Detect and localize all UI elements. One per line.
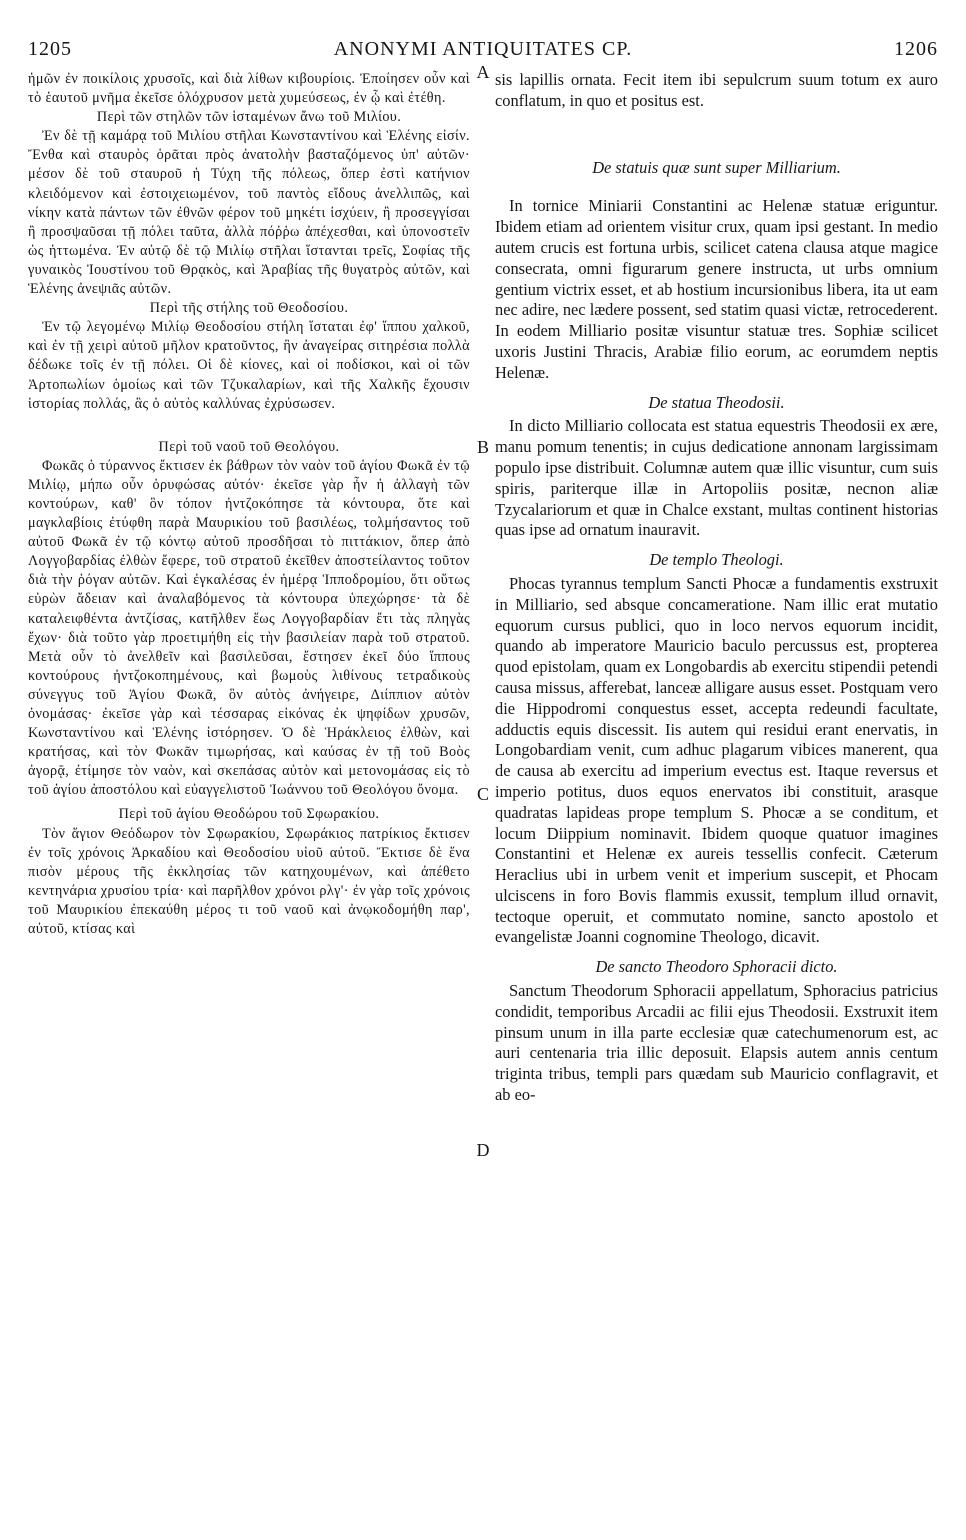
page-number-right: 1206 xyxy=(894,38,938,60)
latin-text-column xyxy=(495,70,938,1540)
margin-letter-a: A xyxy=(476,62,490,82)
section-heading: Περὶ τῶν στηλῶν τῶν ἱσταμένων ἄνω τοῦ Μιλίου. xyxy=(96,109,402,126)
page-number-left: 1205 xyxy=(28,38,72,60)
section-heading: De statuis quæ sunt super Milliarium. xyxy=(592,157,841,177)
section-heading: Περὶ τοῦ ἁγίου Θεοδώρου τοῦ Σφωρακίου. xyxy=(118,806,380,823)
section-heading: Περὶ τοῦ ναοῦ τοῦ Θεολόγου. xyxy=(158,438,340,455)
paragraph: ἡμῶν ἐν ποικίλοις χρυσοῖς, καὶ διὰ λίθων κιβουρίοις. Ἐποίησεν οὖν καὶ τὸ ἑαυτοῦ μνῆμα ἐκεῖσε ὁλόχρυσον μετὰ χυμεύσεως, ἐν ᾧ καὶ ἐτέθη. xyxy=(28,71,470,107)
margin-letter-b: B xyxy=(476,437,489,457)
paragraph: Phocas tyrannus templum Sancti Phocæ a fundamentis exstruxit in Milliario, sed absque concamerationе. Nam illic erat mutatio equorum cursus publici, quo in loco nervos equorum incidit, quando ab imperatore Mauricio baculo percussus est, propterea quod epistolam, quam ex Longobardis ab exercitu stipendii petendi causa missus, afferebat, lanceæ alligare ausus esset. Postquam vero die Hippodromi conquestus esset, accepta redeundi facultate, adductis equis discessit. Iis autem qui residui erant enervatis, in Longobardiam venit, cum adhuc plagarum vibices manerent, qua de causa ab exercitu ad imperium evectus est. Itaque reversus et imperio potitus, duos equos enervatos ibi constituit, arasque quadratas lapideas prope templum S. Phocæ a se conditum, et locum Diippium nominavit. Ibidem quoque quatuor imagines Constantini et Helenæ ex aureis tessellis confecit. Cæterum Heraclius ubi in urbem venit et imperium suscepit, et Phocam ulciscens in foro Bovis flammis exussit, templum illud ornavit, tectoque operuit, et commutato nomine, sancto apostolo et evangelistæ Joanni cognomine Theologo, dicavit. xyxy=(495,573,938,947)
margin-letter-c: C xyxy=(476,784,489,804)
running-title: ANONYMI ANTIQUITATES CP. xyxy=(333,38,633,60)
paragraph: In dicto Milliario collocata est statua equestris Theodosii ex ære, manu pomum tenentis; in cujus dedicatione annonam largissimam populo ipse distribuit. Columnæ autem quæ illic visuntur, cum suis spiris, pariterque illæ in Artopoliis positæ, necnon aliæ Tzycalariorum et quæ in Chalce exstant, multas continent historias quas ipse ad ornatum inauravit. xyxy=(495,416,938,540)
paragraph: Ἐν τῷ λεγομένῳ Μιλίῳ Θεοδοσίου στήλη ἵσταται ἐφ' ἵππου χαλκοῦ, καὶ ἐν τῇ χειρὶ αὐτοῦ μῆλον κρατοῦντος, ἣν ἀναγείρας σιτηρέσια πολλὰ δέδωκε τοῖς ἐν τῇ πόλει. Οἱ δὲ κίονες, καὶ οἱ ποδίσκοι, καὶ οἱ τῶν Ἀρτοπωλίων ὁμοίως καὶ τῶν Τζυκαλαρίων, καὶ τῆς Χαλκῆς ἔχουσιν ἱστορίας πολλάς, ἃς ὁ αὐτὸς καλλύνας ἐχρύσωσεν. xyxy=(28,319,470,412)
page-header xyxy=(28,38,938,64)
paragraph: Τὸν ἅγιον Θεόδωρον τὸν Σφωρακίου, Σφωράκιος πατρίκιος ἔκτισεν ἐν τοῖς χρόνοις Ἀρκαδίου καὶ Θεοδοσίου υἱοῦ αὐτοῦ. Ἔκτισε δὲ ἕνα πισὸν μέρους τῆς ἐκκλησίας τῶν κατηχουμένων, καὶ ἀπέθετο κεντηνάρια χρυσίου τρία· καὶ παρῆλθον χρόνοι ρλγ'· ἐν γὰρ τοῖς χρόνοις τοῦ Μαυρικίου ἐπεκαύθη μέρος τι τοῦ ναοῦ καὶ ἀνῳκοδομήθη παρ', αὐτοῦ, κτίσας καὶ xyxy=(28,825,470,938)
margin-letter-d: D xyxy=(476,1140,490,1160)
section-heading: Περὶ τῆς στήλης τοῦ Θεοδοσίου. xyxy=(149,300,349,317)
greek-text-column xyxy=(28,70,470,1540)
section-heading: De templo Theologi. xyxy=(649,550,784,570)
paragraph: Ἐν δὲ τῇ καμάρᾳ τοῦ Μιλίου στῆλαι Κωνσταντίνου καὶ Ἑλένης εἰσίν. Ἔνθα καὶ σταυρὸς ὁρᾶται πρὸς ἀνατολὴν βασταζόμενος ὑπ' αὐτῶν· μέσον δὲ τοῦ σταυροῦ ἡ Τύχη τῆς πόλεως, ὅπερ ἐστὶ κατήνιον κλειδόμενον καὶ ἐστοιχειωμένον, τοῦ παντὸς εἴδους ἀνελλιπῶς, καὶ νίκην κατὰ πάντων τῶν ἐθνῶν φέρον τοῦ μηκέτι ἰσχύειν, ἢ προσεγγίσαι ἢ προσψαῦσαι τῇ πόλει ταῦτα, ἀλλὰ πόῤῥω ἀπέχεσθαι, καὶ ὑπονοστεῖν ὡς ἡττωμένα. Ἐν αὐτῷ δὲ τῷ Μιλίῳ στῆλαι ἵστανται τρεῖς, Σοφίας τῆς γυναικὸς Ἰουστίνου τοῦ Θρᾳκὸς, καὶ Ἀραβίας τῆς θυγατρὸς αὐτῶν, καὶ Ἑλένης ἀνεψιᾶς αὐτῶν. xyxy=(28,128,470,298)
section-heading: De sancto Theodoro Sphoracii dicto. xyxy=(595,957,838,977)
paragraph: Φωκᾶς ὁ τύραννος ἔκτισεν ἐκ βάθρων τὸν ναὸν τοῦ ἁγίου Φωκᾶ ἐν τῷ Μιλίῳ, μήπω οὖν ὀρυφώσας αὐτόν· ἐκεῖσε γὰρ ἦν ἡ ἀλλαγὴ τῶν κοντούρων, καθ' ὃν τόπον ἠντζοκόπησε τὰ κόντουρα, ὅτε καὶ μαγκλαβίοις ἐτύφθη παρὰ Μαυρικίου τοῦ βασιλέως, τολμήσαντος τοῦ αὐτοῦ Φωκᾶ ἐν τῷ κόντῳ αὐτοῦ προσδῆσαι τὸ πιττάκιον, ὅπερ ἀπὸ Λογγοβαρδίας ἐλθὼν ἔφερε, τοῦ στρατοῦ ἐκεῖθεν ἀποστείλαντος τοῦτον διὰ τὴν ῥόγαν αὐτῶν. Καὶ ἐγκαλέσας ἐν ἡμέρᾳ Ἱπποδρομίου, ὅτι οὕτως εὑρὼν ἄδειαν καὶ ἀναλαβόμενος τὰ κόντουρα ὑπεχώρησε· τὰ δὲ καταλειφθέντα ἀντζίσας, κατῆλθεν ἕως Λογγοβαρδίαν ἔτι τὰς πληγὰς ἔχων· διὰ τοῦτο γὰρ προετιμήθη εἰς τὴν βασιλείαν παρὰ τοῦ στρατοῦ. Μετὰ οὖν τὸ ἀνελθεῖν καὶ βασιλεῦσαι, ἔστησεν ἐκεῖ δύο ἵππους κοντούρους ἠντζοκοπημένους, καὶ βωμοὺς λιθίνους τετραδικοὺς σύνεγγυς τοῦ Ἁγίου Φωκᾶ, ὃν αὐτὸς ἀνήγειρε, Διίππιον αὐτὸν ὀνομάσας· ἐκεῖσε γὰρ καὶ τέσσαρας εἰκόνας ἐκ ψηφίδων χρυσῶν, Κωνσταντίνου καὶ Ἑλένης ἱστόρησεν. Ὁ δὲ Ἡράκλειος ἐλθὼν, καὶ κρατήσας, καὶ τὸν Φωκᾶν τιμωρήσας, καὶ καύσας ἐν τῇ τοῦ Βοὸς ἀγορᾷ, ἐτίμησε τὸν ναὸν, καὶ σκεπάσας αὐτὸν καὶ μετονομάσας εἰς τὸ τοῦ ἁγίου ἀποστόλου καὶ εὐαγγελιστοῦ Ἰωάννου τοῦ Θεολόγου ὄνομα. xyxy=(28,457,470,799)
paragraph: sis lapillis ornata. Fecit item ibi sepulcrum suum totum ex auro conflatum, in quo et positus est. xyxy=(495,70,938,110)
section-heading: De statua Theodosii. xyxy=(648,392,785,412)
section-spacer xyxy=(28,414,470,438)
paragraph: In tornice Miniarii Constantini ac Helenæ statuæ eriguntur. Ibidem etiam ad orientem visitur crux, quam ipsi gestant. In medio autem crucis est fortuna urbis, scilicet catena clausa atque magice consecrata, omni figurarum genere instructa, ut urbs omnium gentium victrix esset, et ab hostium incursionibus libera, ita ut eam nec adire, nec lædere possent, sed statim quasi victæ, retrocederent. In eodem Milliario positæ visuntur statuæ tres. Sophiæ scilicet uxoris Justini Thracis, Arabiæ filio eorum, ac eorumdem neptis Helenæ. xyxy=(495,196,938,382)
paragraph: Sanctum Theodorum Sphoracii appellatum, Sphoracius patricius condidit, temporibus Arcadii ac filii ejus Theodosii. Exstruxit item pinsum unum in illa parte ecclesiæ quæ catechumenorum est, ac auri centenaria tria illic deposuit. Elapsis autem annis centum triginta tribus, templi pars quædam sub Mauricio conflagravit, et ab eo- xyxy=(495,981,938,1105)
